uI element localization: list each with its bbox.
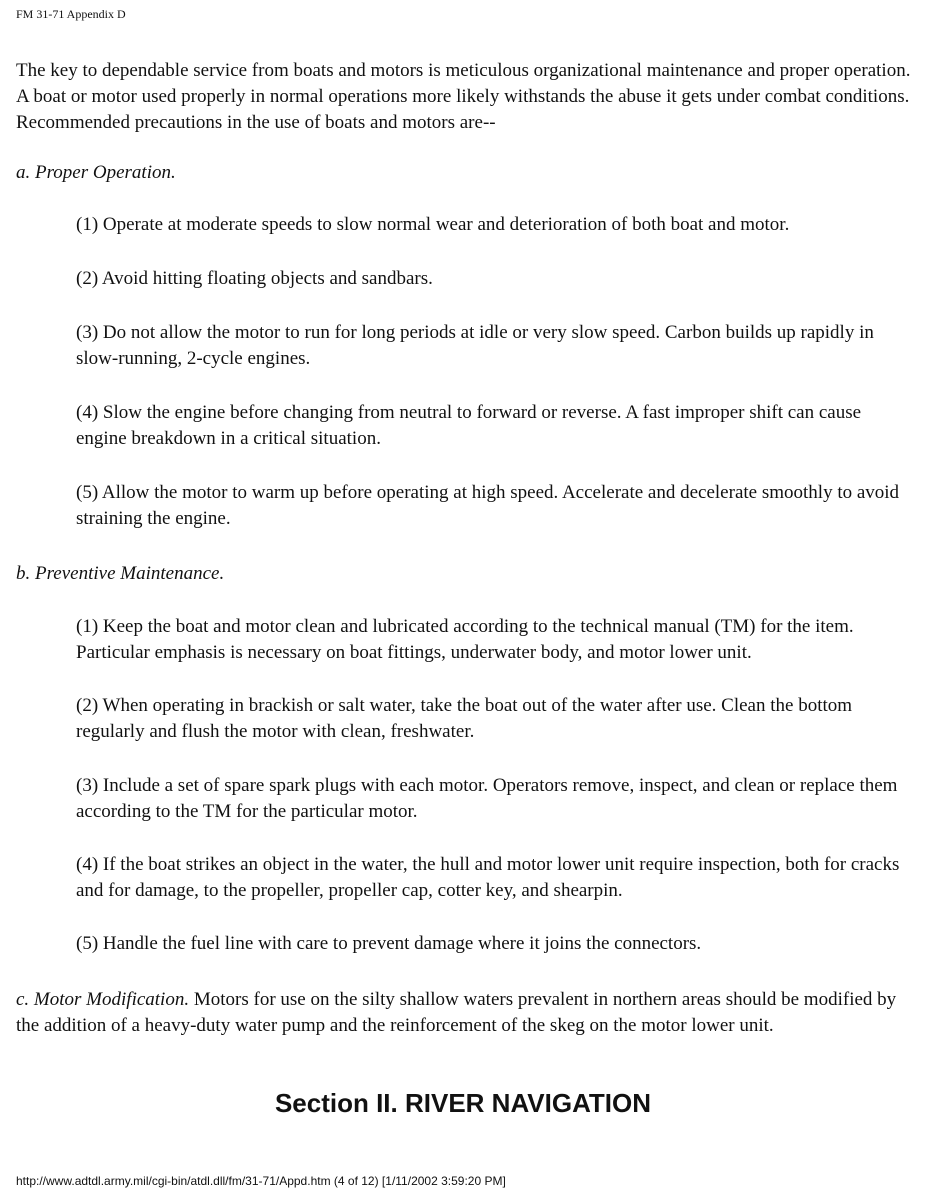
section-b-item-1: (1) Keep the boat and motor clean and lubricated according to the technical manual (TM) for the item. Particular emphasis is necessary on boat fittings, underwater body, and motor lower unit. bbox=[76, 616, 854, 663]
intro-paragraph: The key to dependable service from boats and motors is meticulous organizational maintenance and proper operation. A boat or motor used properly in normal operations more likely withstands the abuse it gets under combat conditions. Recommended precautions in the use of boats and motors are-- bbox=[16, 60, 911, 133]
section-b-item-3: (3) Include a set of spare spark plugs with each motor. Operators remove, inspect, and clean or replace them according to the TM for the particular motor. bbox=[76, 775, 898, 822]
running-header: FM 31-71 Appendix D bbox=[16, 7, 126, 21]
section-c-heading: c. Motor Modification. bbox=[16, 989, 190, 1010]
section-b-heading: b. Preventive Maintenance. bbox=[16, 563, 225, 584]
footer-source-line: http://www.adtdl.army.mil/cgi-bin/atdl.dll/fm/31-71/Appd.htm (4 of 12) [1/11/2002 3:59:20 PM] bbox=[16, 1174, 506, 1188]
section-a-item-3: (3) Do not allow the motor to run for long periods at idle or very slow speed. Carbon builds up rapidly in slow-running, 2-cycle engines. bbox=[76, 322, 874, 369]
section-a-item-2: (2) Avoid hitting floating objects and sandbars. bbox=[76, 268, 433, 289]
section-c-body: Motors for use on the silty shallow waters prevalent in northern areas should be modified by the addition of a heavy-duty water pump and the reinforcement of the skeg on the motor lower unit. bbox=[16, 989, 897, 1036]
section-b-item-2: (2) When operating in brackish or salt water, take the boat out of the water after use. Clean the bottom regularly and flush the motor with clean, freshwater. bbox=[76, 695, 853, 742]
section-a-item-4: (4) Slow the engine before changing from neutral to forward or reverse. A fast improper shift can cause engine breakdown in a critical situation. bbox=[76, 402, 862, 449]
section-title: Section II. RIVER NAVIGATION bbox=[274, 1088, 652, 1118]
section-a-item-1: (1) Operate at moderate speeds to slow normal wear and deterioration of both boat and motor. bbox=[76, 214, 790, 235]
section-a-item-5: (5) Allow the motor to warm up before operating at high speed. Accelerate and decelerate smoothly to avoid straining the engine. bbox=[76, 482, 900, 529]
section-b-item-5: (5) Handle the fuel line with care to prevent damage where it joins the connectors. bbox=[76, 933, 702, 954]
section-b-item-4: (4) If the boat strikes an object in the water, the hull and motor lower unit require inspection, both for cracks and for damage, to the propeller, propeller cap, cotter key, and shearpin. bbox=[76, 854, 900, 901]
section-c-paragraph bbox=[16, 987, 912, 1039]
section-a-heading: a. Proper Operation. bbox=[16, 162, 176, 183]
